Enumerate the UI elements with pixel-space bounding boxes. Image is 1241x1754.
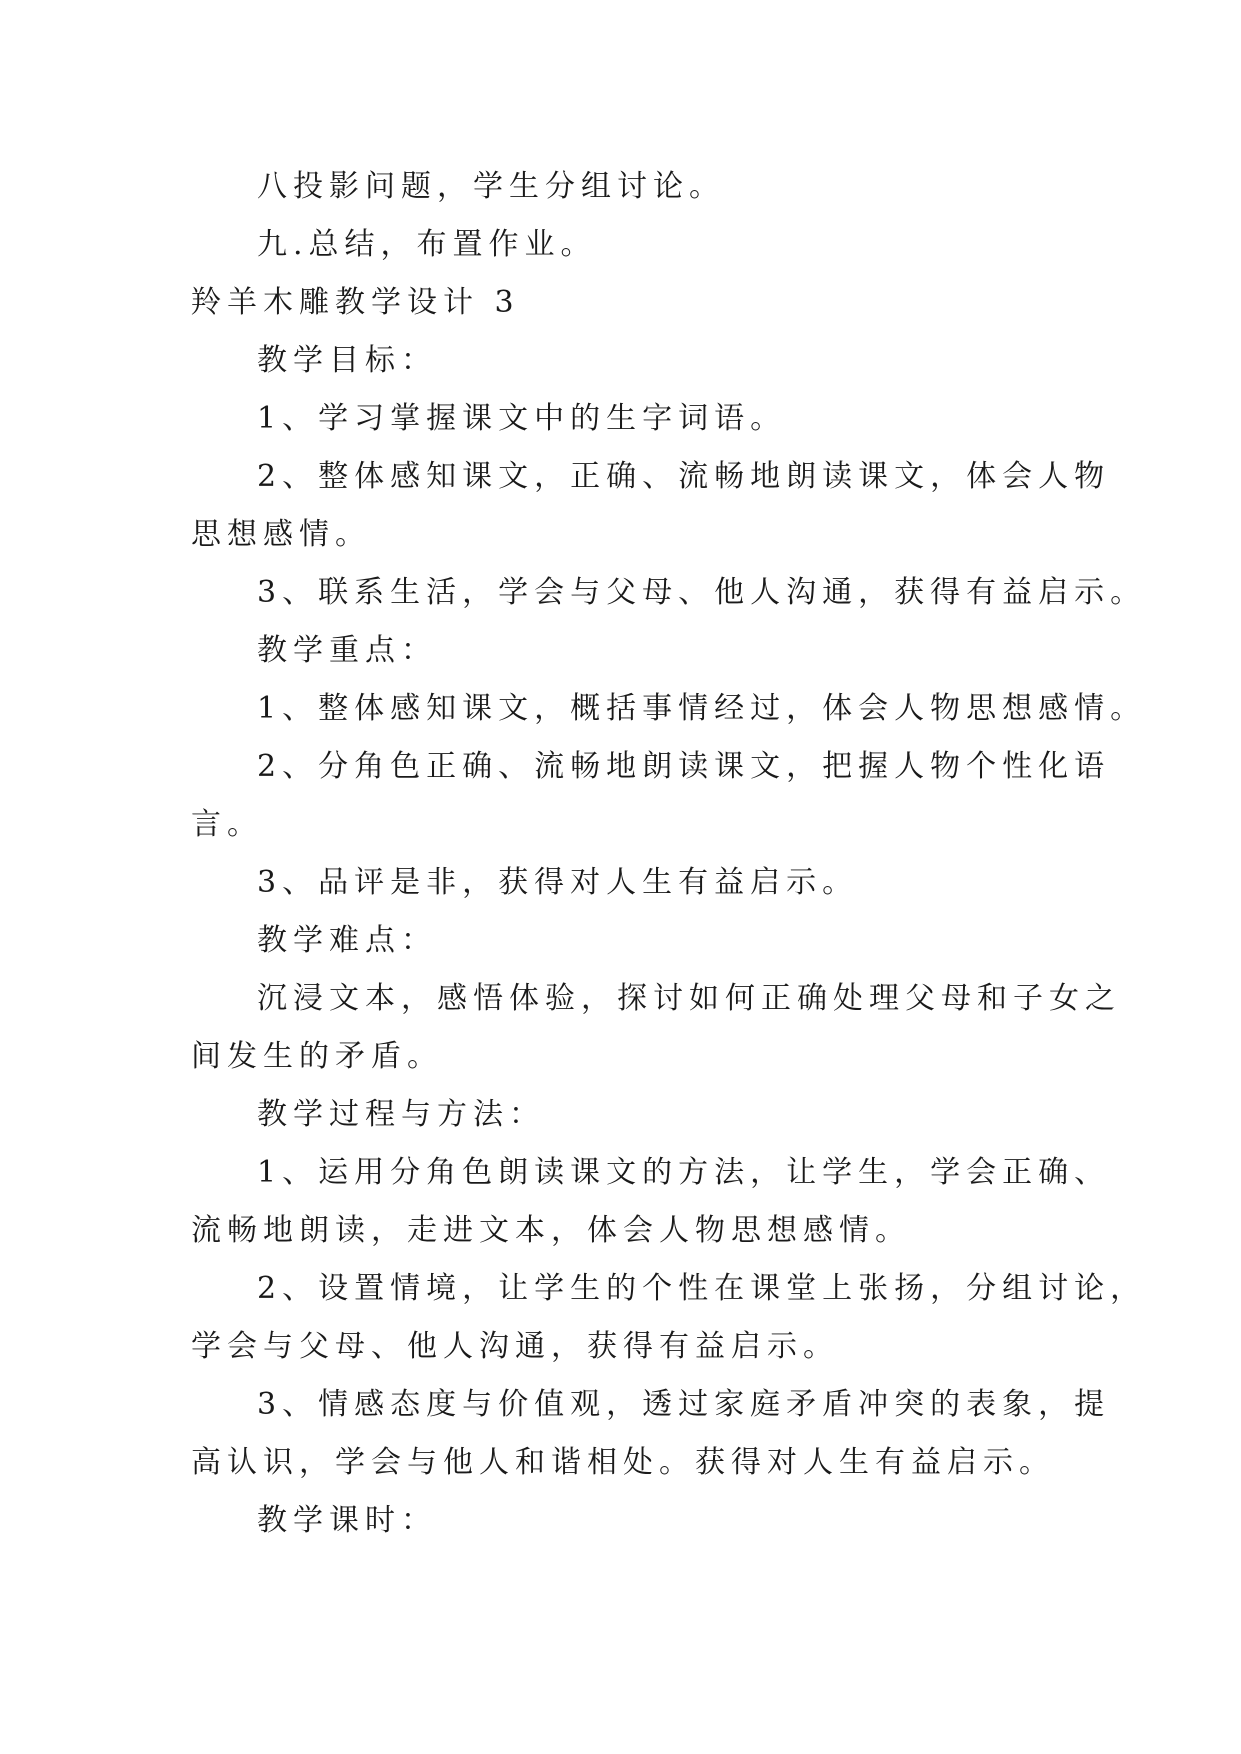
text-line: 3、联系生活，学会与父母、他人沟通，获得有益启示。 [257,575,1147,610]
text-line: 2、设置情境，让学生的个性在课堂上张扬，分组讨论， [257,1271,1147,1306]
document-body [191,158,1147,1550]
text-line: 1、运用分角色朗读课文的方法，让学生，学会正确、 [257,1155,1111,1190]
text-line: 1、学习掌握课文中的生字词语。 [257,401,787,436]
subheading-class-hours: 教学课时： [257,1503,437,1538]
section-heading: 羚羊木雕教学设计 3 [191,285,520,320]
text-line: 九.总结，布置作业。 [257,227,597,262]
text-line: 学会与父母、他人沟通，获得有益启示。 [191,1329,839,1364]
text-line: 言。 [191,807,263,842]
text-line: 间发生的矛盾。 [191,1039,443,1074]
text-line: 八投影问题，学生分组讨论。 [257,169,725,204]
text-line: 1、整体感知课文，概括事情经过，体会人物思想感情。 [257,691,1147,726]
subheading-difficulties: 教学难点： [257,923,437,958]
text-line: 高认识，学会与他人和谐相处。获得对人生有益启示。 [191,1445,1055,1480]
subheading-key-points: 教学重点： [257,633,437,668]
text-line: 3、情感态度与价值观，透过家庭矛盾冲突的表象，提 [257,1387,1111,1422]
subheading-objectives: 教学目标： [257,343,437,378]
text-line: 流畅地朗读，走进文本，体会人物思想感情。 [191,1213,911,1248]
text-line: 2、整体感知课文，正确、流畅地朗读课文，体会人物 [257,459,1111,494]
text-line: 2、分角色正确、流畅地朗读课文，把握人物个性化语 [257,749,1111,784]
subheading-process-methods: 教学过程与方法： [257,1097,545,1132]
text-line: 沉浸文本，感悟体验，探讨如何正确处理父母和子女之 [257,981,1121,1016]
text-line: 3、品评是非，获得对人生有益启示。 [257,865,859,900]
text-line: 思想感情。 [191,517,371,552]
